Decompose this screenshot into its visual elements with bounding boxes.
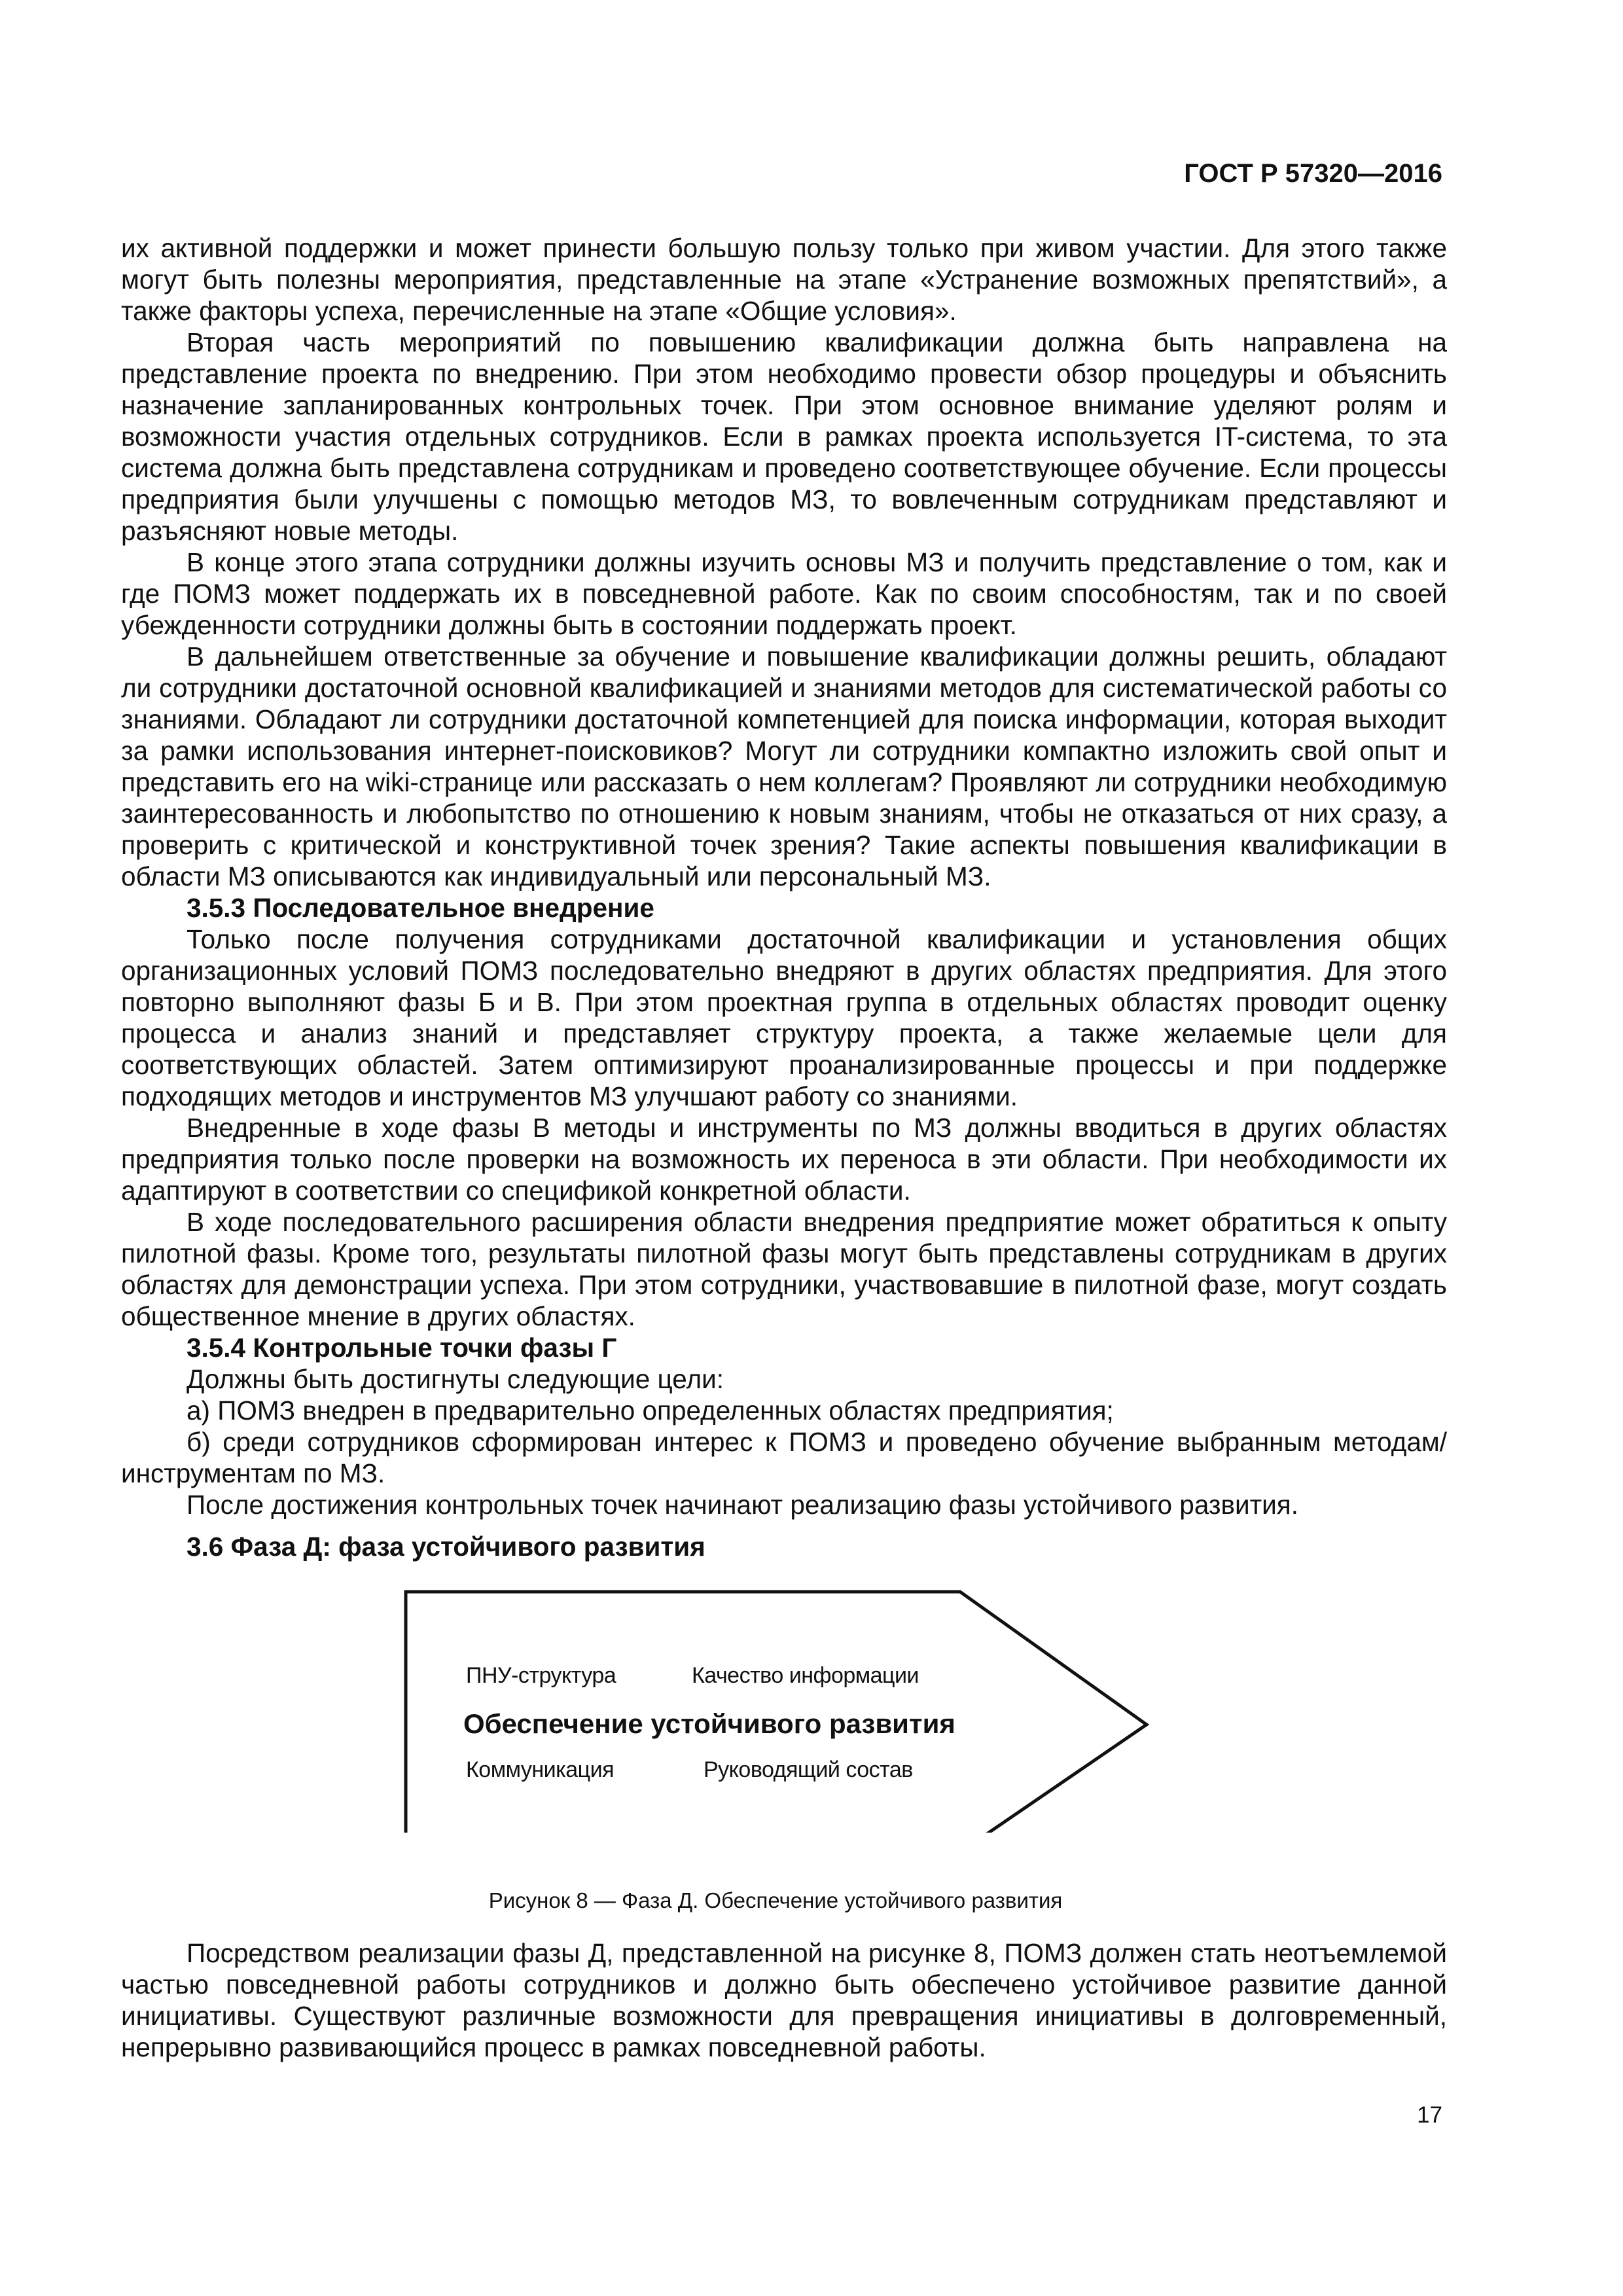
paragraph-3: В конце этого этапа сотрудники должны изучить основы МЗ и получить представление о том, как и где ПОМЗ может поддержать их в повседневной работе. Как по своим способностям, так и по своей убежденности сотрудники должны быть в состоянии поддержать проект. [121,547,1447,640]
figure-label-management: Руководящий состав [704,1757,913,1782]
paragraph-4: В дальнейшем ответственные за обучение и повышение квалификации должны решить, обладают ли сотрудники достаточной основной квалификацией и знаниями методов для систематической работы со знаниями. Обладают ли сотрудники достаточной компетенцией для поиска информации, которая выходит за рамки использования интернет-поисковиков? Могут ли сотрудники компактно изложить свой опыт и представить его на wiki-странице или рассказать о нем коллегам? Проявляют ли сотрудники необходимую заинтересованность и любопытство по отношению к новым знаниям, чтобы не отказаться от них сразу, а проверить с критической и конструктивной точек зрения? Такие аспекты повышения квалификации в области МЗ описываются как индивидуальный или персональный МЗ. [121,641,1447,891]
figure-label-information-quality: Качество информации [692,1663,919,1688]
main-text-block [121,232,1447,1562]
heading-3-5-3: 3.5.3 Последовательное внедрение [187,893,654,923]
figure-label-pnu-structure: ПНУ-структура [466,1663,616,1688]
document-header-standard: ГОСТ Р 57320—2016 [1184,159,1442,188]
figure-title: Обеспечение устойчивого развития [463,1708,955,1739]
page-number: 17 [1417,2102,1442,2128]
paragraph-1: их активной поддержки и может принести большую пользу только при живом участии. Для этого также могут быть полезны мероприятия, представленные на этапе «Устранение возможных препятствий», а также факторы успеха, перечисленные на этапе «Общие условия». [121,233,1447,326]
figure-8 [0,1558,1623,1833]
closing-text-block [121,1937,1447,2063]
paragraph-2: Вторая часть мероприятий по повышению квалификации должна быть направлена на представление проекта по внедрению. При этом необходимо провести обзор процедуры и объяснить назначение запланированных контрольных точек. При этом основное внимание уделяют ролям и возможности участия отдельных сотрудников. Если в рамках проекта используется IT-система, то эта система должна быть представлена сотрудникам и проведено соответствующее обучение. Если процессы предприятия были улучшены с помощью методов МЗ, то вовлеченным сотрудникам представляют и разъясняют новые методы. [121,327,1447,546]
paragraph-10: Посредством реализации фазы Д, представленной на рисунке 8, ПОМЗ должен стать неотъемлемой частью повседневной работы сотрудников и должно быть обеспечено устойчивое развитие данной инициативы. Существуют различные возможности для превращения инициативы в долговременный, непрерывно развивающийся процесс в рамках повседневной работы. [121,1938,1447,2062]
paragraph-8: Должны быть достигнуты следующие цели: [187,1364,724,1394]
list-item-a: а) ПОМЗ внедрен в предварительно определенных областях предприятия; [187,1395,1114,1426]
pentagon-arrow-shape [0,1558,1623,1833]
paragraph-9: После достижения контрольных точек начинают реализацию фазы устойчивого развития. [187,1490,1298,1520]
figure-label-communication: Коммуникация [466,1757,615,1782]
heading-3-6: 3.6 Фаза Д: фаза устойчивого развития [187,1532,705,1562]
paragraph-7: В ходе последовательного расширения области внедрения предприятие может обратиться к опыту пилотной фазы. Кроме того, результаты пилотной фазы могут быть представлены сотрудникам в других областях для демонстрации успеха. При этом сотрудники, участвовавшие в пилотной фазе, могут создать общественное мнение в других областях. [121,1207,1447,1331]
list-item-b: б) среди сотрудников сформирован интерес к ПОМЗ и проведено обучение выбранным методам/инструментам по МЗ. [121,1427,1447,1488]
heading-3-5-4: 3.5.4 Контрольные точки фазы Г [187,1333,617,1363]
paragraph-5: Только после получения сотрудниками достаточной квалификации и установления общих организационных условий ПОМЗ последовательно внедряют в других областях предприятия. Для этого повторно выполняют фазы Б и В. При этом проектная группа в отдельных областях проводит оценку процесса и анализ знаний и представляет структуру проекта, а также желаемые цели для соответствующих областей. Затем оптимизируют проанализированные процессы и при поддержке подходящих методов и инструментов МЗ улучшают работу со знаниями. [121,924,1447,1111]
figure-caption: Рисунок 8 — Фаза Д. Обеспечение устойчивого развития [488,1888,1063,1912]
paragraph-6: Внедренные в ходе фазы В методы и инструменты по МЗ должны вводиться в других областях предприятия только после проверки на возможность их переноса в эти области. При необходимости их адаптируют в соответствии со спецификой конкретной области. [121,1113,1447,1206]
